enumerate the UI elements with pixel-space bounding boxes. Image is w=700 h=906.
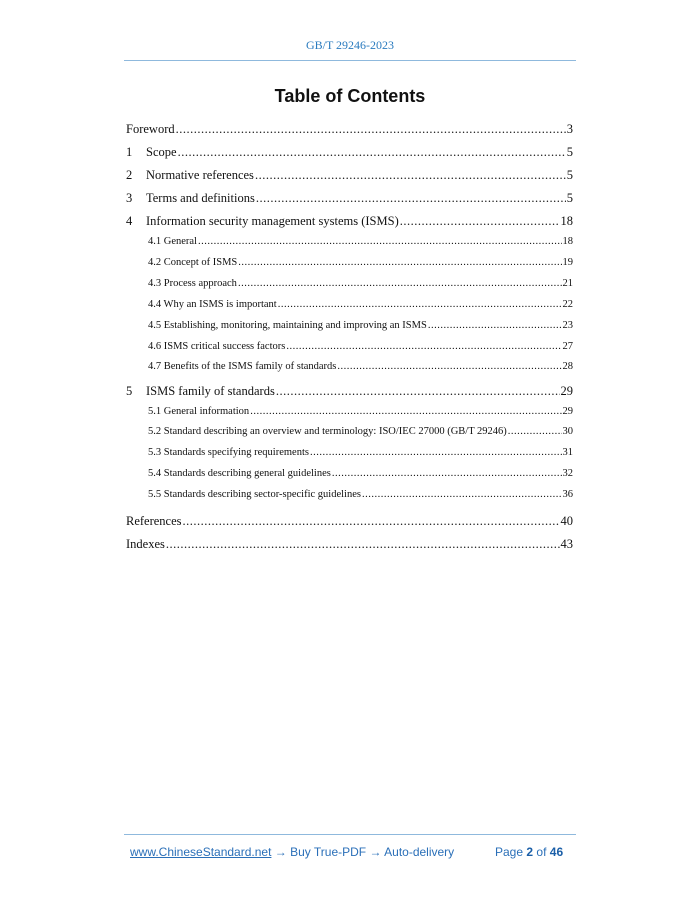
toc-entry-page: 21 (562, 278, 573, 289)
toc-entry[interactable] (148, 447, 573, 458)
toc-entry[interactable] (148, 361, 573, 372)
toc-title: Table of Contents (274, 86, 426, 106)
toc-entry-label: 5.4 Standards describing general guidelines (148, 468, 331, 479)
of-word: of (536, 845, 547, 859)
toc-entry[interactable] (126, 122, 573, 137)
toc-entry-label: ISMS family of standards (146, 384, 275, 398)
toc-dot-leader (276, 384, 560, 399)
toc-entry[interactable] (148, 278, 573, 289)
toc-entry-page: 19 (562, 257, 573, 268)
toc-entry-number: 2 (126, 168, 133, 182)
toc-entry[interactable] (148, 426, 573, 437)
arrow-icon: → (271, 845, 291, 859)
toc-dot-leader (428, 320, 562, 331)
toc-entry-page: 5 (566, 191, 573, 205)
toc-entry[interactable] (148, 320, 573, 331)
toc-entry-label: 4.5 Establishing, monitoring, maintaining and improving an ISMS (148, 320, 427, 331)
toc-entry-number: 4 (126, 214, 133, 228)
toc-dot-leader (250, 406, 561, 417)
toc-entry-page: 23 (562, 320, 573, 331)
toc-entry-label: Indexes (126, 537, 165, 551)
header-rule (124, 60, 576, 61)
toc-entry[interactable] (126, 168, 573, 183)
toc-entry[interactable] (148, 406, 573, 417)
total-pages: 46 (549, 845, 564, 859)
toc-entry[interactable] (126, 214, 573, 229)
footer-rule (124, 834, 576, 835)
toc-entry[interactable] (148, 468, 573, 479)
toc-entry-page: 40 (560, 514, 573, 528)
buy-pdf-link[interactable]: Buy True-PDF (290, 845, 367, 859)
auto-delivery-text: Auto-delivery (384, 845, 455, 859)
toc-entry-label: Foreword (126, 122, 175, 136)
toc-entry[interactable] (126, 145, 573, 160)
toc-dot-leader (166, 537, 560, 552)
toc-entry-label: 4.3 Process approach (148, 278, 237, 289)
arrow-icon: → (366, 845, 385, 859)
toc-entry-page: 18 (562, 236, 573, 247)
toc-entry-number: 1 (126, 145, 133, 159)
toc-entry-label: References (126, 514, 182, 528)
toc-dot-leader (400, 214, 560, 229)
toc-entry-label: Scope (146, 145, 177, 159)
toc-entry-label: 4.7 Benefits of the ISMS family of standards (148, 361, 337, 372)
toc-dot-leader (176, 122, 566, 137)
toc-entry-page: 3 (566, 122, 573, 136)
footer-links (130, 845, 454, 859)
toc-entry[interactable] (126, 384, 573, 399)
toc-entry-label: 4.2 Concept of ISMS (148, 257, 238, 268)
toc-dot-leader (278, 299, 562, 310)
toc-entry[interactable] (126, 537, 573, 552)
toc-entry-page: 43 (560, 537, 573, 551)
site-link[interactable]: www.ChineseStandard.net (130, 845, 272, 859)
toc-entry-page: 27 (562, 341, 573, 352)
toc-dot-leader (362, 489, 562, 500)
toc-dot-leader (256, 191, 566, 206)
toc-dot-leader (332, 468, 562, 479)
toc-entry-page: 30 (562, 426, 573, 437)
document-id-header: GB/T 29246-2023 (305, 38, 395, 52)
page-indicator (495, 845, 563, 859)
toc-entry-page: 28 (562, 361, 573, 372)
toc-entry[interactable] (126, 191, 573, 206)
page-word: Page (495, 845, 524, 859)
toc-entry[interactable] (148, 299, 573, 310)
toc-dot-leader (286, 341, 561, 352)
toc-dot-leader (238, 257, 561, 268)
toc-entry-page: 32 (562, 468, 573, 479)
toc-dot-leader (178, 145, 566, 160)
toc-dot-leader (238, 278, 562, 289)
toc-dot-leader (198, 236, 562, 247)
toc-entry-label: 5.2 Standard describing an overview and terminology: ISO/IEC 27000 (GB/T 29246) (148, 426, 507, 437)
toc-dot-leader (183, 514, 560, 529)
toc-entry-page: 29 (562, 406, 573, 417)
toc-dot-leader (255, 168, 566, 183)
toc-entry[interactable] (148, 257, 573, 268)
toc-entry-page: 36 (562, 489, 573, 500)
toc-dot-leader (337, 361, 561, 372)
toc-entry-page: 5 (566, 168, 573, 182)
toc-entry-page: 29 (560, 384, 573, 398)
toc-entry-number: 3 (126, 191, 133, 205)
current-page: 2 (526, 845, 534, 859)
toc-entry-label: 5.1 General information (148, 406, 250, 417)
toc-entry-label: Normative references (146, 168, 254, 182)
toc-entry-label: Information security management systems (ISMS) (146, 214, 399, 228)
toc-entry-label: 4.6 ISMS critical success factors (148, 341, 286, 352)
toc-entry[interactable] (148, 236, 573, 247)
toc-entry-label: 5.3 Standards specifying requirements (148, 447, 309, 458)
toc-entry-page: 22 (562, 299, 573, 310)
toc-entry-page: 5 (566, 145, 573, 159)
toc-entry-page: 18 (560, 214, 573, 228)
toc-entry-page: 31 (562, 447, 573, 458)
toc-entry[interactable] (148, 341, 573, 352)
toc-entry-label: 4.1 General (148, 236, 197, 247)
toc-entry-number: 5 (126, 384, 133, 398)
toc-entry[interactable] (148, 489, 573, 500)
toc-entry-label: Terms and definitions (146, 191, 255, 205)
toc-dot-leader (310, 447, 562, 458)
toc-dot-leader (508, 426, 562, 437)
toc-entry-label: 5.5 Standards describing sector-specific guidelines (148, 489, 361, 500)
toc-entry-label: 4.4 Why an ISMS is important (148, 299, 277, 310)
toc-entry[interactable] (126, 514, 573, 529)
